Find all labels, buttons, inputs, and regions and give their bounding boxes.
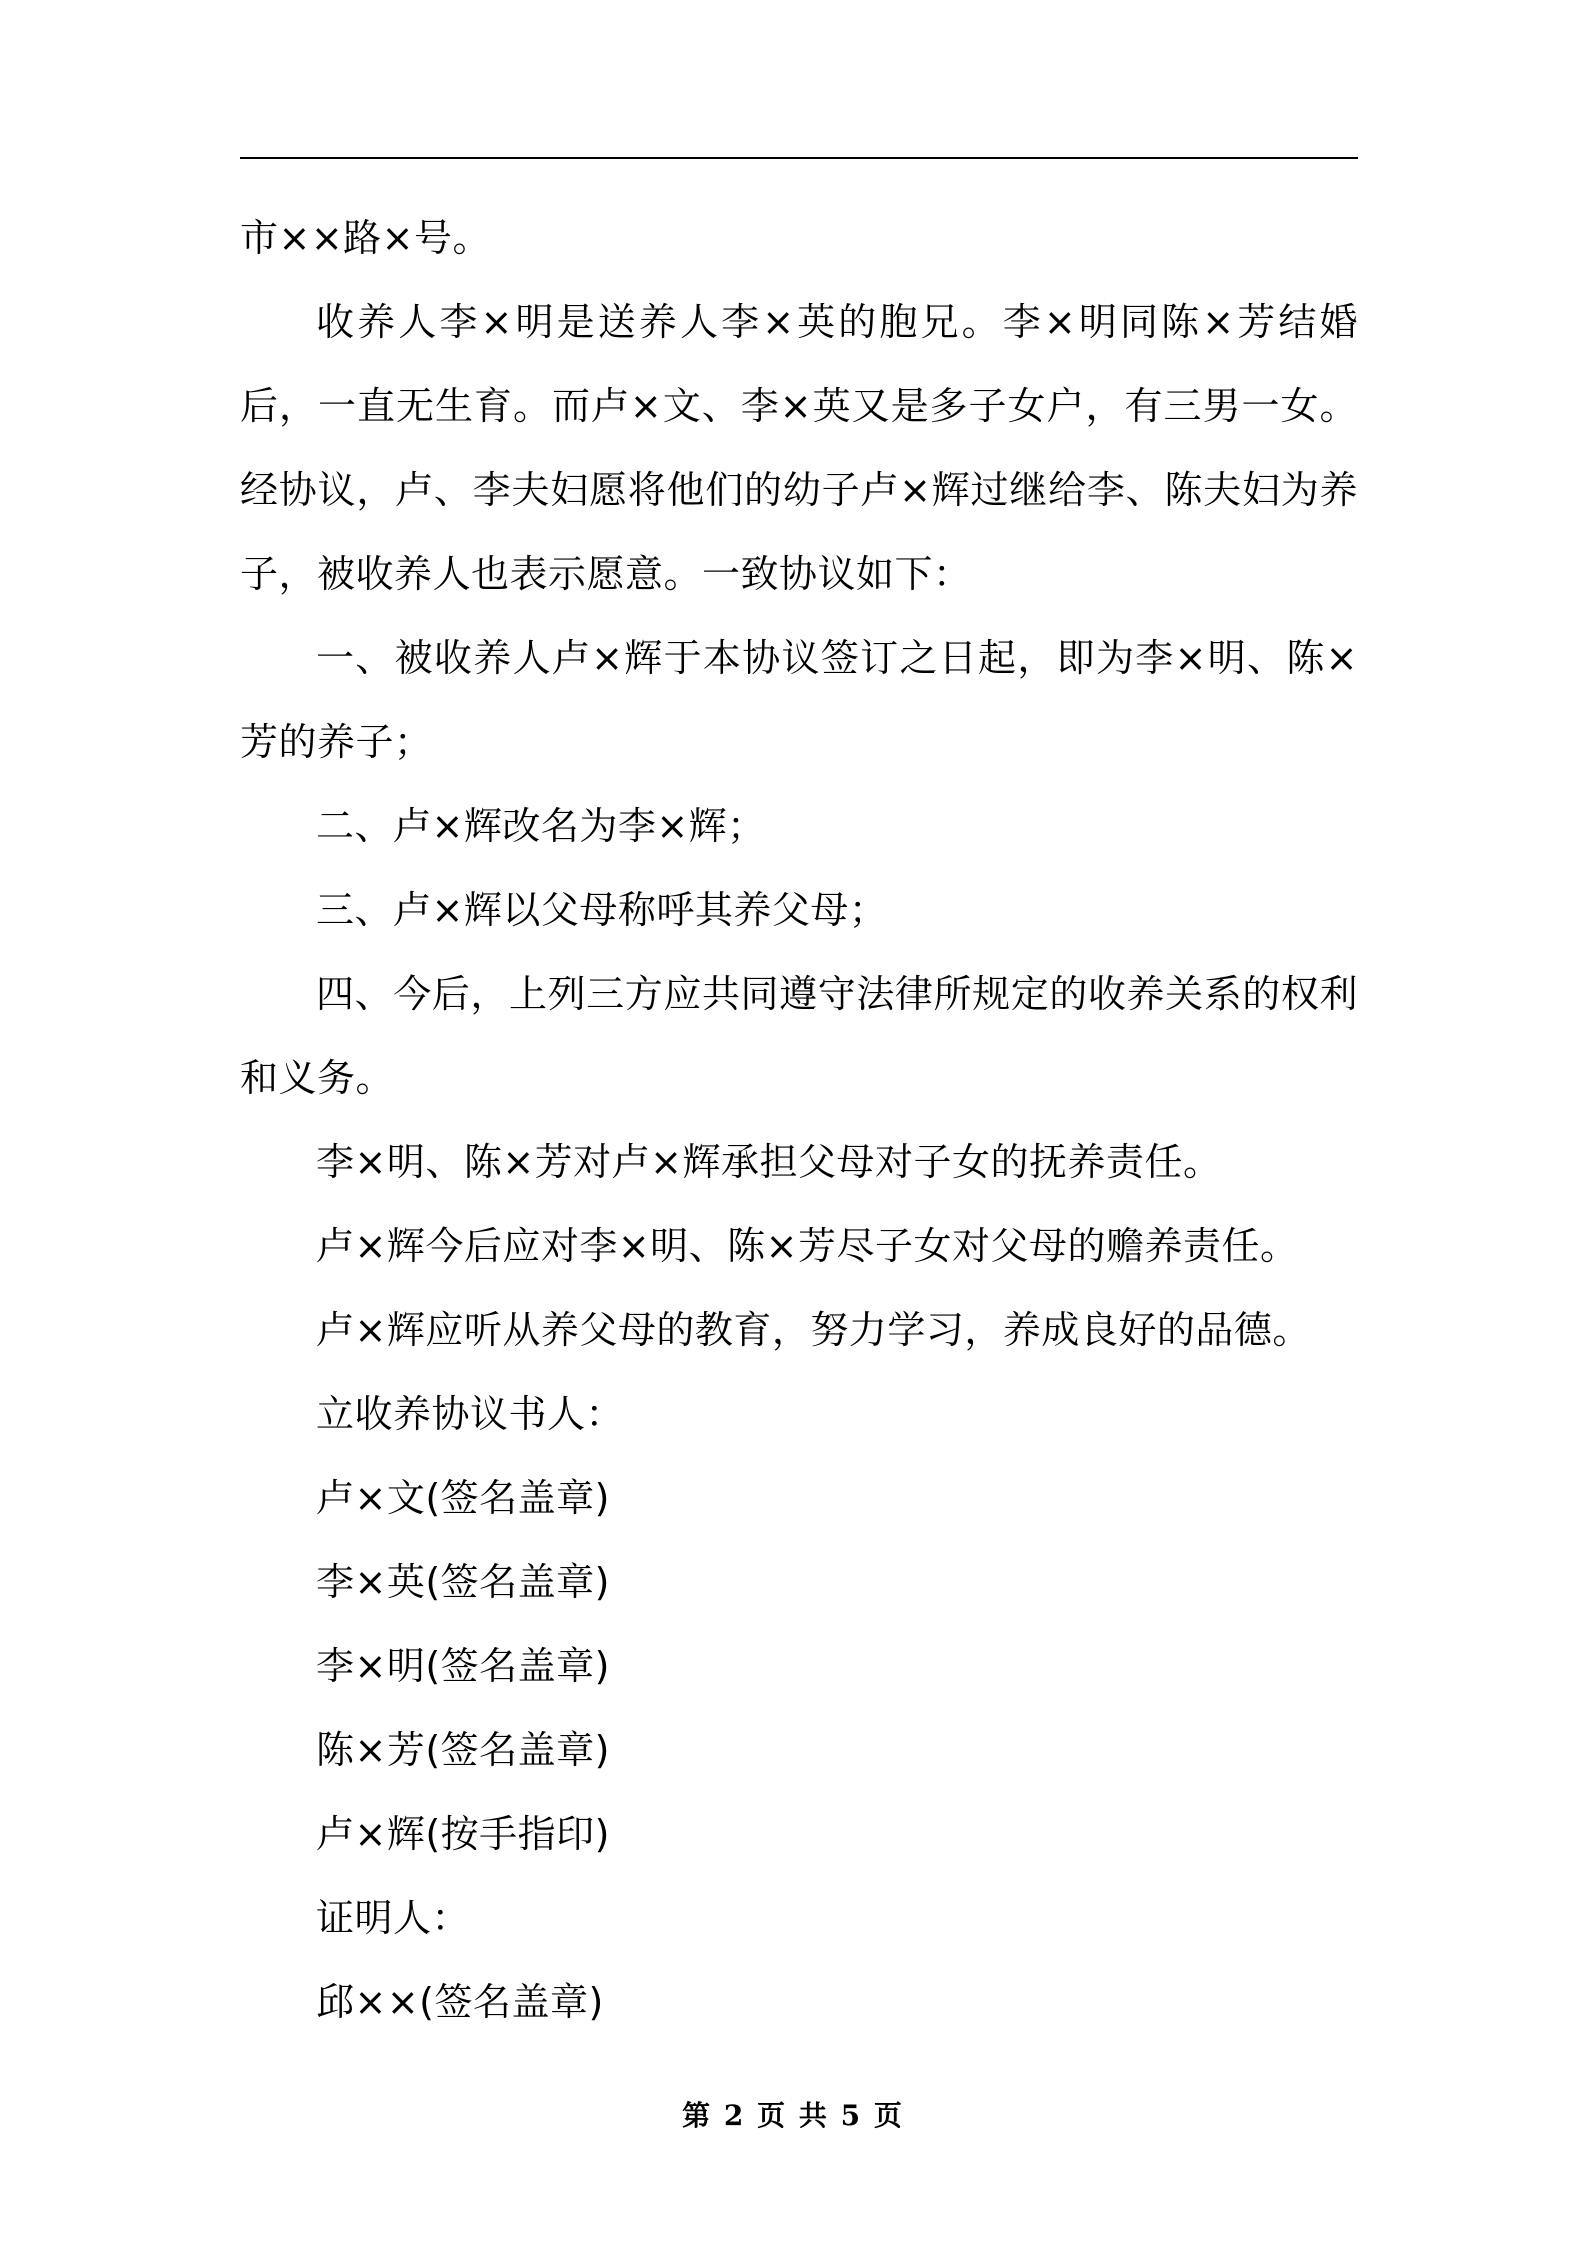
- clause-4-detail-1: 李×明、陈×芳对卢×辉承担父母对子女的抚养责任。: [316, 1140, 1222, 1184]
- page-number: 第 2 页 共 5 页: [682, 2099, 904, 2132]
- clause-4-detail-2: 卢×辉今后应对李×明、陈×芳尽子女对父母的赡养责任。: [316, 1224, 1299, 1268]
- clause-1: 一、被收养人卢×辉于本协议签订之日起，即为李×明、陈×芳的养子；: [240, 636, 1358, 764]
- signatory-line: 陈×芳(签名盖章): [316, 1728, 610, 1772]
- header-divider: [240, 157, 1358, 159]
- clause-4-detail-3: 卢×辉应听从养父母的教育，努力学习，养成良好的品德。: [316, 1308, 1311, 1352]
- signatory-line: 李×英(签名盖章): [316, 1560, 610, 1604]
- paragraph-background: 收养人李×明是送养人李×英的胞兄。李×明同陈×芳结婚后，一直无生育。而卢×文、李×英又是多子女户，有三男一女。经协议，卢、李夫妇愿将他们的幼子卢×辉过继给李、陈夫妇为养子，被收养人也表示愿意。一致协议如下：: [240, 300, 1358, 596]
- document-body: [240, 196, 1358, 2044]
- witness-line: 邱××(签名盖章): [316, 1980, 604, 2024]
- signatory-line: 卢×辉(按手指印): [316, 1812, 610, 1856]
- clause-4: 四、今后，上列三方应共同遵守法律所规定的收养关系的权利和义务。: [240, 972, 1358, 1100]
- clause-2: 二、卢×辉改名为李×辉；: [316, 804, 766, 848]
- signatories-heading: 立收养协议书人：: [316, 1392, 625, 1436]
- signatory-line: 卢×文(签名盖章): [316, 1476, 610, 1520]
- signatory-line: 李×明(签名盖章): [316, 1644, 610, 1688]
- clause-3: 三、卢×辉以父母称呼其养父母；: [316, 888, 888, 932]
- witness-heading: 证明人：: [316, 1896, 471, 1940]
- paragraph-address-continuation: 市××路×号。: [240, 216, 492, 260]
